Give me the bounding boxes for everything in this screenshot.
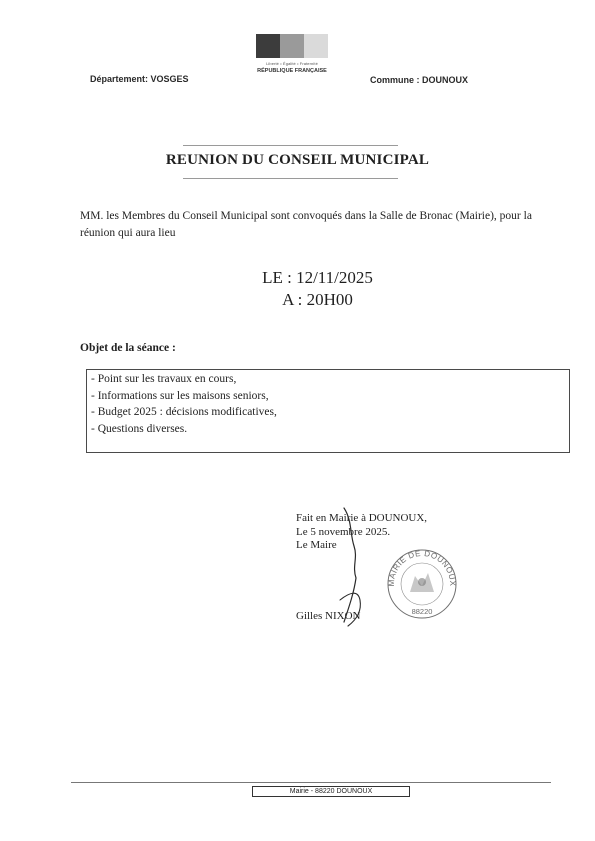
footer-address: Mairie - 88220 DOUNOUX — [252, 786, 410, 797]
commune-label: Commune : DOUNOUX — [370, 75, 469, 85]
intro-paragraph: MM. les Membres du Conseil Municipal sont convoqués dans la Salle de Bronac (Mairie), pour la réunion qui aura lieu — [80, 210, 532, 239]
logo-republic: RÉPUBLIQUE FRANÇAISE — [257, 68, 327, 74]
agenda-item: - Budget 2025 : décisions modificatives, — [91, 406, 277, 418]
agenda-list — [91, 371, 277, 437]
agenda-item: - Questions diverses. — [91, 422, 188, 435]
title-rule-bottom — [183, 178, 398, 179]
meeting-date: LE : 12/11/2025 — [262, 268, 373, 287]
title-rule-top — [183, 145, 398, 146]
mairie-stamp — [384, 546, 460, 622]
agenda-box — [86, 369, 570, 453]
footer-rule — [71, 782, 551, 783]
agenda-item: - Point sur les travaux en cours, — [91, 373, 237, 385]
signature-place: Fait en Mairie à DOUNOUX, — [296, 512, 428, 524]
meeting-time: A : 20H00 — [282, 290, 353, 309]
republique-francaise-logo — [254, 34, 330, 80]
agenda-item: - Informations sur les maisons seniors, — [91, 389, 269, 402]
signatory-name: Gilles NIXON — [296, 610, 361, 622]
signature-date: Le 5 novembre 2025. — [296, 525, 391, 538]
marianne-flag-icon — [256, 34, 328, 58]
logo-motto: Liberté • Égalité • Fraternité — [266, 61, 318, 66]
stamp-postcode: 88220 — [411, 607, 433, 616]
page-title: REUNION DU CONSEIL MUNICIPAL — [165, 152, 430, 168]
agenda-label: Objet de la séance : — [80, 342, 176, 354]
department-label: Département: VOSGES — [90, 74, 189, 84]
stamp-text: MAIRIE DE DOUNOUX — [386, 548, 458, 587]
signature-role: Le Maire — [296, 539, 337, 551]
